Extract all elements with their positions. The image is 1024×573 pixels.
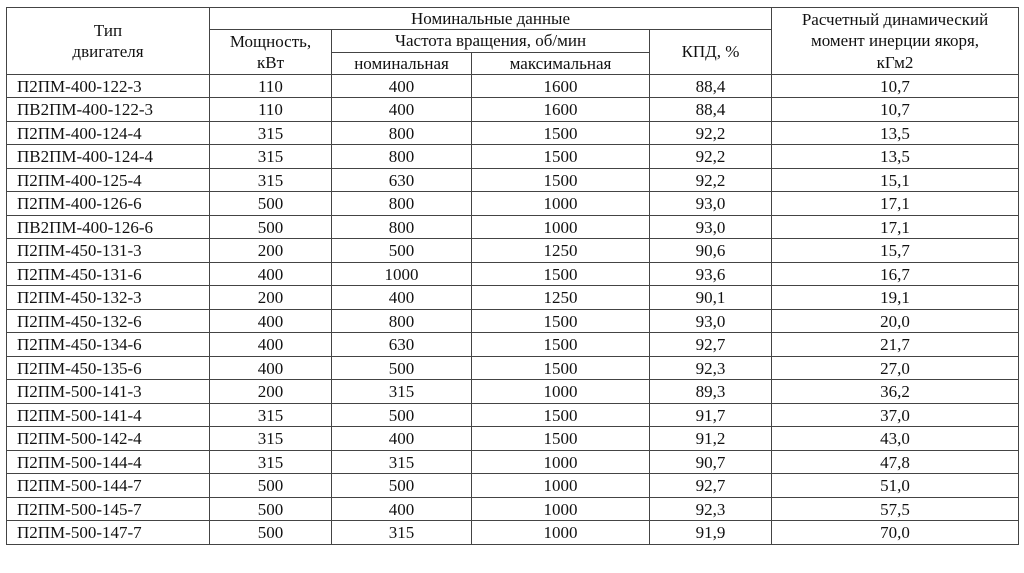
cell-speed-max: 1500 xyxy=(472,333,650,357)
cell-inertia: 17,1 xyxy=(772,192,1019,216)
cell-power: 315 xyxy=(210,403,332,427)
cell-speed-max: 1000 xyxy=(472,215,650,239)
cell-efficiency: 90,1 xyxy=(650,286,772,310)
header-armature-inertia: Расчетный динамический момент инерции якоря, кГм2 xyxy=(772,8,1019,75)
cell-motor-type: П2ПМ-500-144-4 xyxy=(7,450,210,474)
table-row xyxy=(7,427,1019,451)
cell-motor-type: П2ПМ-450-134-6 xyxy=(7,333,210,357)
cell-power: 400 xyxy=(210,356,332,380)
table-body xyxy=(7,74,1019,544)
cell-inertia: 47,8 xyxy=(772,450,1019,474)
table-row xyxy=(7,215,1019,239)
table-row xyxy=(7,497,1019,521)
table-row xyxy=(7,74,1019,98)
cell-efficiency: 91,2 xyxy=(650,427,772,451)
cell-power: 400 xyxy=(210,262,332,286)
cell-speed-max: 1600 xyxy=(472,74,650,98)
cell-inertia: 10,7 xyxy=(772,98,1019,122)
cell-power: 315 xyxy=(210,168,332,192)
header-speed-nominal: номинальная xyxy=(332,52,472,74)
cell-speed-nominal: 800 xyxy=(332,192,472,216)
cell-motor-type: П2ПМ-500-142-4 xyxy=(7,427,210,451)
cell-speed-nominal: 800 xyxy=(332,309,472,333)
cell-efficiency: 92,3 xyxy=(650,497,772,521)
cell-power: 110 xyxy=(210,74,332,98)
cell-speed-nominal: 315 xyxy=(332,521,472,545)
table-row xyxy=(7,98,1019,122)
cell-motor-type: П2ПМ-400-124-4 xyxy=(7,121,210,145)
cell-inertia: 43,0 xyxy=(772,427,1019,451)
cell-inertia: 17,1 xyxy=(772,215,1019,239)
cell-efficiency: 93,6 xyxy=(650,262,772,286)
cell-motor-type: П2ПМ-400-126-6 xyxy=(7,192,210,216)
table-row xyxy=(7,380,1019,404)
cell-speed-nominal: 500 xyxy=(332,474,472,498)
cell-speed-max: 1600 xyxy=(472,98,650,122)
cell-inertia: 16,7 xyxy=(772,262,1019,286)
cell-speed-nominal: 400 xyxy=(332,427,472,451)
cell-power: 315 xyxy=(210,121,332,145)
cell-speed-nominal: 630 xyxy=(332,333,472,357)
cell-efficiency: 88,4 xyxy=(650,74,772,98)
cell-efficiency: 92,7 xyxy=(650,474,772,498)
cell-power: 110 xyxy=(210,98,332,122)
header-speed-max: максимальная xyxy=(472,52,650,74)
cell-speed-nominal: 315 xyxy=(332,380,472,404)
cell-power: 200 xyxy=(210,239,332,263)
cell-power: 500 xyxy=(210,521,332,545)
cell-motor-type: П2ПМ-500-141-3 xyxy=(7,380,210,404)
cell-power: 500 xyxy=(210,474,332,498)
table-row xyxy=(7,121,1019,145)
cell-inertia: 51,0 xyxy=(772,474,1019,498)
cell-inertia: 27,0 xyxy=(772,356,1019,380)
cell-speed-nominal: 400 xyxy=(332,497,472,521)
cell-speed-nominal: 400 xyxy=(332,74,472,98)
table-row xyxy=(7,450,1019,474)
cell-speed-max: 1500 xyxy=(472,403,650,427)
cell-speed-max: 1500 xyxy=(472,309,650,333)
cell-speed-max: 1000 xyxy=(472,380,650,404)
cell-inertia: 36,2 xyxy=(772,380,1019,404)
table-header xyxy=(7,8,1019,75)
cell-motor-type: П2ПМ-400-125-4 xyxy=(7,168,210,192)
cell-speed-nominal: 630 xyxy=(332,168,472,192)
cell-speed-max: 1500 xyxy=(472,168,650,192)
cell-speed-nominal: 1000 xyxy=(332,262,472,286)
cell-speed-max: 1500 xyxy=(472,262,650,286)
cell-speed-max: 1000 xyxy=(472,450,650,474)
cell-motor-type: П2ПМ-500-144-7 xyxy=(7,474,210,498)
cell-motor-type: П2ПМ-500-141-4 xyxy=(7,403,210,427)
cell-power: 315 xyxy=(210,145,332,169)
motor-specs-table xyxy=(6,7,1019,545)
cell-motor-type: П2ПМ-450-132-6 xyxy=(7,309,210,333)
table-row xyxy=(7,521,1019,545)
table-row xyxy=(7,356,1019,380)
cell-speed-nominal: 800 xyxy=(332,145,472,169)
cell-power: 500 xyxy=(210,192,332,216)
cell-speed-max: 1000 xyxy=(472,474,650,498)
cell-motor-type: ПВ2ПМ-400-122-3 xyxy=(7,98,210,122)
cell-speed-max: 1250 xyxy=(472,286,650,310)
cell-efficiency: 92,2 xyxy=(650,121,772,145)
cell-speed-nominal: 400 xyxy=(332,286,472,310)
table-row xyxy=(7,403,1019,427)
cell-speed-max: 1500 xyxy=(472,145,650,169)
cell-motor-type: П2ПМ-500-145-7 xyxy=(7,497,210,521)
cell-power: 500 xyxy=(210,215,332,239)
cell-inertia: 20,0 xyxy=(772,309,1019,333)
header-rated-data: Номинальные данные xyxy=(210,8,772,30)
cell-efficiency: 89,3 xyxy=(650,380,772,404)
cell-motor-type: П2ПМ-450-131-6 xyxy=(7,262,210,286)
cell-speed-max: 1500 xyxy=(472,427,650,451)
cell-motor-type: П2ПМ-400-122-3 xyxy=(7,74,210,98)
cell-efficiency: 91,7 xyxy=(650,403,772,427)
cell-speed-nominal: 400 xyxy=(332,98,472,122)
cell-speed-nominal: 800 xyxy=(332,121,472,145)
cell-speed-max: 1500 xyxy=(472,356,650,380)
table-row xyxy=(7,192,1019,216)
cell-inertia: 15,7 xyxy=(772,239,1019,263)
cell-inertia: 13,5 xyxy=(772,145,1019,169)
header-motor-type: Тип двигателя xyxy=(7,8,210,75)
table-row xyxy=(7,286,1019,310)
header-power: Мощность, кВт xyxy=(210,30,332,75)
cell-speed-max: 1500 xyxy=(472,121,650,145)
cell-power: 400 xyxy=(210,309,332,333)
cell-efficiency: 92,7 xyxy=(650,333,772,357)
cell-speed-nominal: 800 xyxy=(332,215,472,239)
cell-inertia: 15,1 xyxy=(772,168,1019,192)
cell-motor-type: ПВ2ПМ-400-124-4 xyxy=(7,145,210,169)
cell-speed-max: 1000 xyxy=(472,521,650,545)
cell-efficiency: 92,2 xyxy=(650,168,772,192)
table-row xyxy=(7,239,1019,263)
cell-efficiency: 93,0 xyxy=(650,215,772,239)
cell-efficiency: 92,3 xyxy=(650,356,772,380)
cell-power: 500 xyxy=(210,497,332,521)
cell-motor-type: П2ПМ-450-131-3 xyxy=(7,239,210,263)
header-rotation-speed: Частота вращения, об/мин xyxy=(332,30,650,52)
table-row xyxy=(7,474,1019,498)
cell-motor-type: П2ПМ-450-132-3 xyxy=(7,286,210,310)
cell-motor-type: П2ПМ-450-135-6 xyxy=(7,356,210,380)
table-row xyxy=(7,145,1019,169)
cell-motor-type: ПВ2ПМ-400-126-6 xyxy=(7,215,210,239)
table-row xyxy=(7,309,1019,333)
cell-efficiency: 90,6 xyxy=(650,239,772,263)
cell-inertia: 37,0 xyxy=(772,403,1019,427)
cell-power: 315 xyxy=(210,427,332,451)
cell-efficiency: 90,7 xyxy=(650,450,772,474)
cell-efficiency: 92,2 xyxy=(650,145,772,169)
cell-speed-nominal: 500 xyxy=(332,403,472,427)
cell-speed-max: 1000 xyxy=(472,192,650,216)
table-row xyxy=(7,262,1019,286)
cell-efficiency: 93,0 xyxy=(650,192,772,216)
cell-speed-nominal: 315 xyxy=(332,450,472,474)
cell-inertia: 57,5 xyxy=(772,497,1019,521)
cell-speed-nominal: 500 xyxy=(332,356,472,380)
cell-speed-nominal: 500 xyxy=(332,239,472,263)
cell-power: 200 xyxy=(210,380,332,404)
cell-efficiency: 88,4 xyxy=(650,98,772,122)
cell-inertia: 19,1 xyxy=(772,286,1019,310)
cell-efficiency: 91,9 xyxy=(650,521,772,545)
header-efficiency: КПД, % xyxy=(650,30,772,75)
cell-inertia: 21,7 xyxy=(772,333,1019,357)
table-row xyxy=(7,168,1019,192)
cell-motor-type: П2ПМ-500-147-7 xyxy=(7,521,210,545)
cell-inertia: 13,5 xyxy=(772,121,1019,145)
cell-power: 315 xyxy=(210,450,332,474)
cell-inertia: 70,0 xyxy=(772,521,1019,545)
cell-efficiency: 93,0 xyxy=(650,309,772,333)
cell-inertia: 10,7 xyxy=(772,74,1019,98)
cell-speed-max: 1250 xyxy=(472,239,650,263)
cell-speed-max: 1000 xyxy=(472,497,650,521)
table-row xyxy=(7,333,1019,357)
cell-power: 200 xyxy=(210,286,332,310)
cell-power: 400 xyxy=(210,333,332,357)
